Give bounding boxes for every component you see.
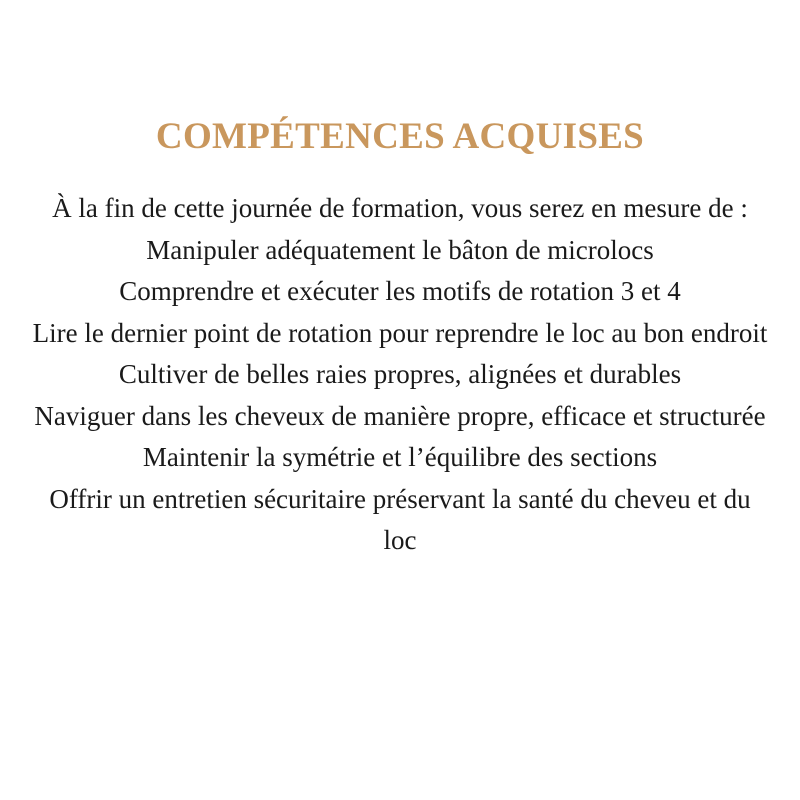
page-title: COMPÉTENCES ACQUISES	[155, 116, 645, 157]
skill-item: Manipuler adéquatement le bâton de microlocs	[146, 234, 654, 265]
skill-item: Maintenir la symétrie et l’équilibre des sections	[142, 442, 658, 472]
intro-text: À la fin de cette journée de formation, vous serez en mesure de :	[52, 193, 748, 223]
skill-item: Offrir un entretien sécuritaire préservant la santé du cheveu et du loc	[49, 483, 751, 555]
skill-item: Naviguer dans les cheveux de manière propre, efficace et structurée	[34, 400, 766, 431]
content-block	[30, 188, 770, 562]
skill-item: Cultiver de belles raies propres, alignées et durables	[118, 359, 682, 389]
skill-item: Lire le dernier point de rotation pour reprendre le loc au bon endroit	[32, 317, 768, 348]
skill-item: Comprendre et exécuter les motifs de rotation 3 et 4	[119, 276, 681, 306]
